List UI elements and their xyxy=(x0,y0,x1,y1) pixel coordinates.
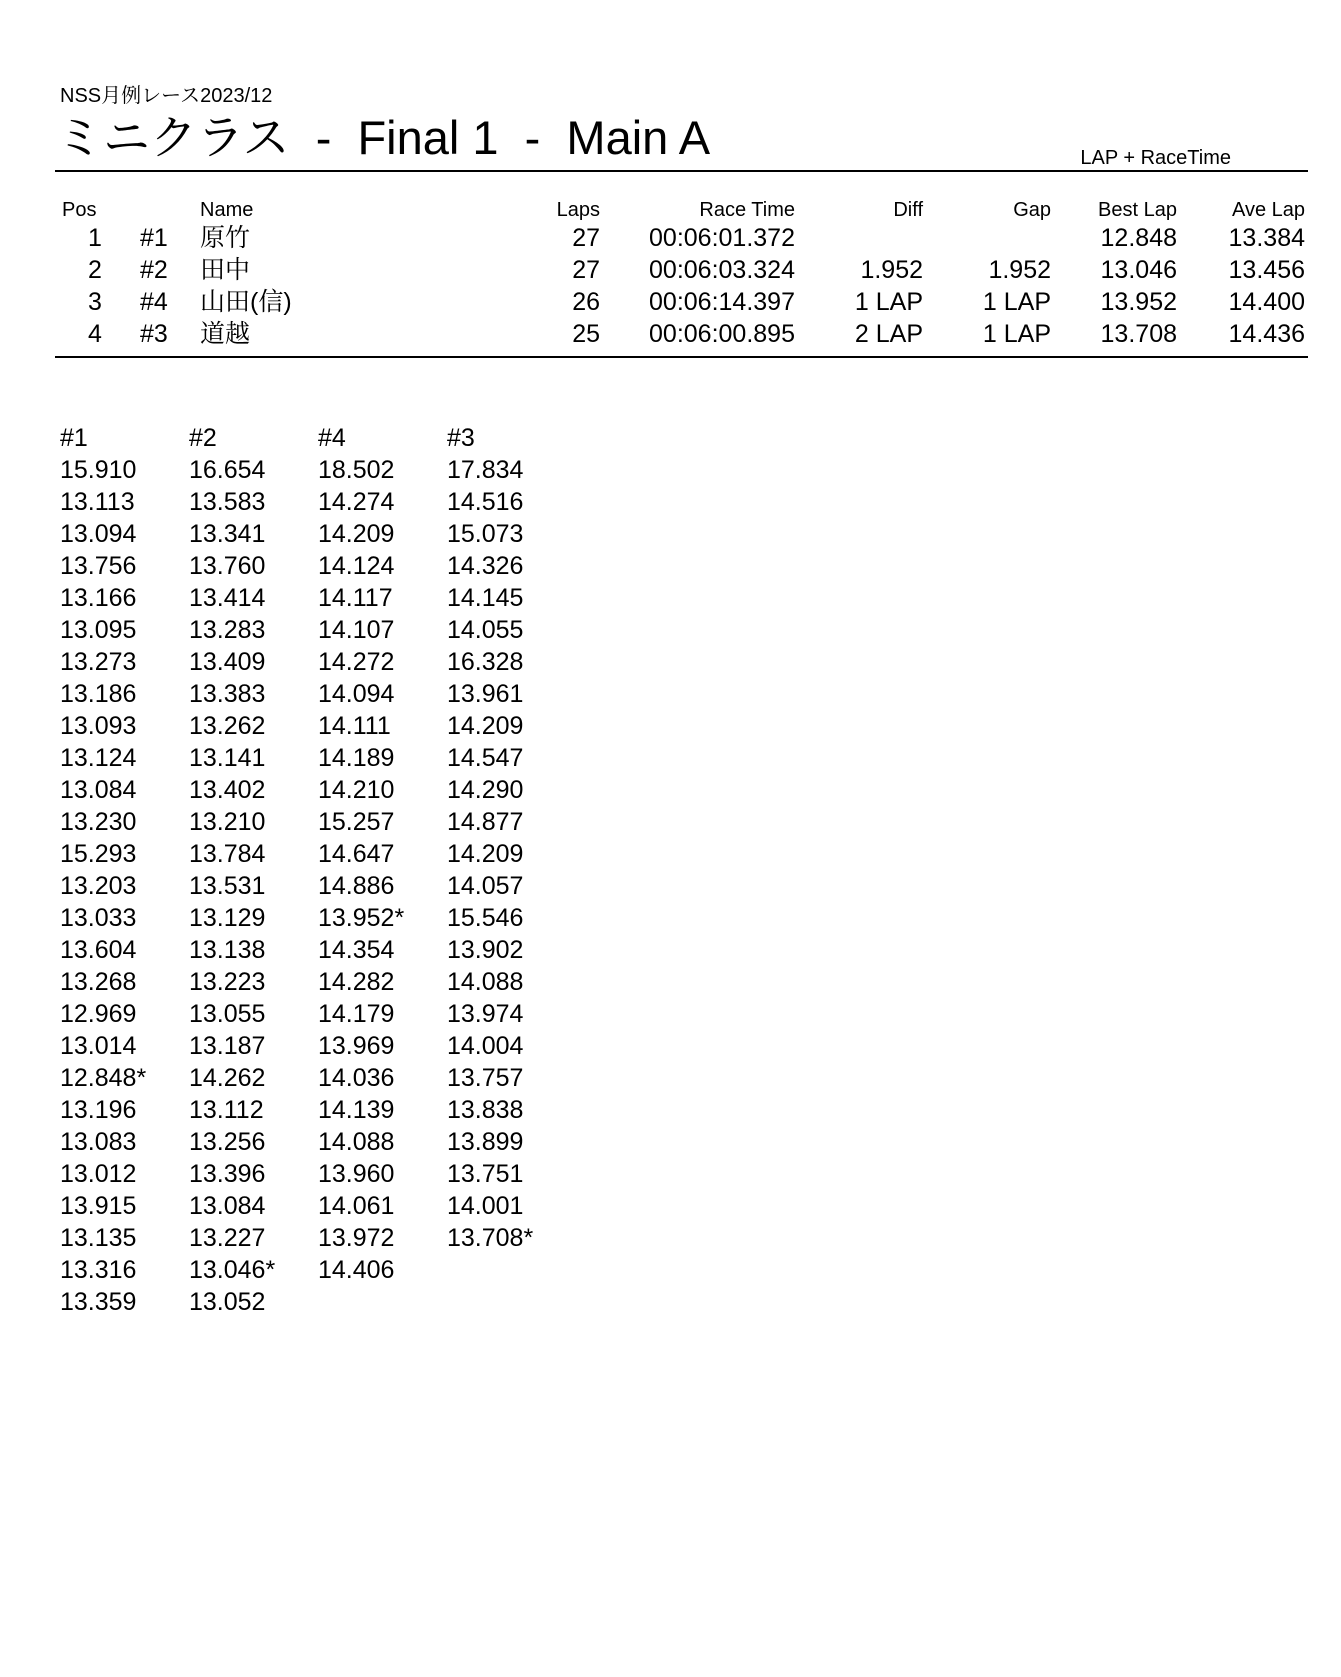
lap-time: 14.055 xyxy=(447,616,524,644)
lap-time: 14.209 xyxy=(447,840,524,868)
lap-time: 13.129 xyxy=(189,904,266,932)
gap-cell: 1.952 xyxy=(988,256,1051,284)
lap-time: 13.972 xyxy=(318,1224,395,1252)
race-time-cell: 00:06:00.895 xyxy=(649,320,795,348)
ave-lap-cell: 13.384 xyxy=(1228,224,1305,252)
laps-cell: 27 xyxy=(572,224,600,252)
lap-time: 14.547 xyxy=(447,744,524,772)
ave-lap-cell: 14.400 xyxy=(1228,288,1305,316)
lap-time: 15.910 xyxy=(60,456,137,484)
lap-time: 13.760 xyxy=(189,552,266,580)
lap-time: 14.179 xyxy=(318,1000,395,1028)
lap-time: 14.406 xyxy=(318,1256,395,1284)
lap-time: 13.757 xyxy=(447,1064,524,1092)
lap-time: 13.268 xyxy=(60,968,137,996)
lap-time: 13.969 xyxy=(318,1032,395,1060)
laps-cell: 26 xyxy=(572,288,600,316)
lap-time: 15.546 xyxy=(447,904,524,932)
position-cell: 4 xyxy=(88,320,102,348)
lap-time: 13.961 xyxy=(447,680,524,708)
lap-times-table xyxy=(60,422,576,1318)
lap-time: 14.209 xyxy=(447,712,524,740)
lap-time: 13.052 xyxy=(189,1288,266,1316)
lap-time: 13.210 xyxy=(189,808,266,836)
header-pos: Pos xyxy=(62,199,97,221)
lap-time: 14.262 xyxy=(189,1064,266,1092)
lap-time: 14.209 xyxy=(318,520,395,548)
lap-time: 13.187 xyxy=(189,1032,266,1060)
lap-time: 16.654 xyxy=(189,456,266,484)
lap-time: 13.135 xyxy=(60,1224,137,1252)
best-lap-cell: 13.952 xyxy=(1100,288,1177,316)
lap-time: 13.124 xyxy=(60,744,137,772)
lap-time: 13.402 xyxy=(189,776,266,804)
lap-time: 13.113 xyxy=(60,488,135,516)
best-lap-cell: 13.708 xyxy=(1100,320,1177,348)
lap-time: 14.111 xyxy=(318,712,391,740)
race-time-cell: 00:06:03.324 xyxy=(649,256,795,284)
position-cell: 3 xyxy=(88,288,102,316)
lap-time: 13.273 xyxy=(60,648,137,676)
lap-time: 17.834 xyxy=(447,456,524,484)
position-cell: 2 xyxy=(88,256,102,284)
lap-time: 13.784 xyxy=(189,840,266,868)
lap-time: 13.046* xyxy=(189,1256,276,1284)
lap-time: 14.088 xyxy=(318,1128,395,1156)
lap-time: 14.647 xyxy=(318,840,395,868)
ave-lap-cell: 13.456 xyxy=(1228,256,1305,284)
lap-time: 13.094 xyxy=(60,520,137,548)
lap-time: 14.145 xyxy=(447,584,524,612)
lap-time: 14.117 xyxy=(318,584,393,612)
lap-time: 13.838 xyxy=(447,1096,524,1124)
ave-lap-cell: 14.436 xyxy=(1228,320,1305,348)
lap-time: 15.073 xyxy=(447,520,524,548)
lap-time: 13.283 xyxy=(189,616,266,644)
lap-time: 13.033 xyxy=(60,904,137,932)
lap-time: 14.326 xyxy=(447,552,524,580)
position-cell: 1 xyxy=(88,224,102,252)
lap-time: 13.186 xyxy=(60,680,137,708)
lap-time: 13.960 xyxy=(318,1160,395,1188)
driver-name-cell: 道越 xyxy=(200,320,251,348)
lap-time: 14.189 xyxy=(318,744,395,772)
lap-time: 13.756 xyxy=(60,552,137,580)
lap-time: 14.282 xyxy=(318,968,395,996)
diff-cell: 2 LAP xyxy=(854,320,923,348)
lap-time: 13.083 xyxy=(60,1128,137,1156)
results-table xyxy=(0,198,1341,350)
lap-time: 14.886 xyxy=(318,872,395,900)
lap-time: 14.516 xyxy=(447,488,524,516)
lap-time: 13.359 xyxy=(60,1288,137,1316)
lap-time: 12.848* xyxy=(60,1064,147,1092)
lap-time: 13.093 xyxy=(60,712,137,740)
lap-time: 14.290 xyxy=(447,776,524,804)
lap-time: 13.604 xyxy=(60,936,137,964)
lap-time: 16.328 xyxy=(447,648,524,676)
lap-time: 13.902 xyxy=(447,936,524,964)
lap-time: 13.084 xyxy=(60,776,137,804)
diff-cell: 1 LAP xyxy=(854,288,923,316)
lap-time: 13.974 xyxy=(447,1000,524,1028)
results-header-row xyxy=(0,198,1341,222)
lap-time: 15.293 xyxy=(60,840,137,868)
lap-time: 14.094 xyxy=(318,680,395,708)
header-gap: Gap xyxy=(1013,199,1051,221)
best-lap-cell: 12.848 xyxy=(1100,224,1177,252)
result-row xyxy=(0,286,1341,318)
lap-time: 14.107 xyxy=(318,616,395,644)
lap-time: 13.414 xyxy=(189,584,266,612)
lap-time: 13.341 xyxy=(189,520,266,548)
lap-time: 14.274 xyxy=(318,488,395,516)
lap-time: 13.751 xyxy=(447,1160,524,1188)
lap-time: 15.257 xyxy=(318,808,395,836)
lap-time: 13.223 xyxy=(189,968,266,996)
header-ave-lap: Ave Lap xyxy=(1231,199,1305,221)
lap-time: 13.138 xyxy=(189,936,266,964)
lap-time: 13.166 xyxy=(60,584,137,612)
lap-time: 14.124 xyxy=(318,552,395,580)
lap-time: 13.256 xyxy=(189,1128,266,1156)
header-best-lap: Best Lap xyxy=(1098,199,1177,221)
result-row xyxy=(0,254,1341,286)
lap-time: 13.196 xyxy=(60,1096,137,1124)
lap-time: 14.036 xyxy=(318,1064,395,1092)
lap-time: 13.262 xyxy=(189,712,266,740)
lap-time: 12.969 xyxy=(60,1000,137,1028)
header-diff: Diff xyxy=(893,199,923,221)
lap-time: 13.316 xyxy=(60,1256,137,1284)
driver-name-cell: 原竹 xyxy=(200,224,251,252)
report-type-label: LAP + RaceTime xyxy=(1080,147,1231,169)
result-row xyxy=(0,222,1341,254)
race-time-cell: 00:06:01.372 xyxy=(649,224,795,252)
lap-time: 13.084 xyxy=(189,1192,266,1220)
car-number-cell: #4 xyxy=(140,288,168,316)
lap-time: 14.139 xyxy=(318,1096,395,1124)
lap-column-header: #3 xyxy=(447,424,475,452)
lap-column-header: #4 xyxy=(318,424,346,452)
lap-time: 14.272 xyxy=(318,648,395,676)
lap-time: 13.055 xyxy=(189,1000,266,1028)
lap-time: 13.227 xyxy=(189,1224,266,1252)
lap-column-header: #1 xyxy=(60,424,88,452)
diff-cell: 1.952 xyxy=(860,256,923,284)
lap-time: 14.354 xyxy=(318,936,395,964)
lap-time: 13.396 xyxy=(189,1160,266,1188)
laps-cell: 25 xyxy=(572,320,600,348)
lap-column xyxy=(318,422,447,1318)
lap-time: 13.708* xyxy=(447,1224,534,1252)
gap-cell: 1 LAP xyxy=(982,320,1051,348)
lap-time: 13.531 xyxy=(189,872,266,900)
race-time-cell: 00:06:14.397 xyxy=(649,288,795,316)
lap-column-header: #2 xyxy=(189,424,217,452)
lap-time: 14.877 xyxy=(447,808,524,836)
gap-cell: 1 LAP xyxy=(982,288,1051,316)
lap-time: 13.915 xyxy=(60,1192,137,1220)
event-name: NSS月例レース2023/12 xyxy=(60,85,273,107)
lap-time: 13.203 xyxy=(60,872,137,900)
lap-time: 13.141 xyxy=(189,744,266,772)
lap-time: 13.409 xyxy=(189,648,266,676)
laps-cell: 27 xyxy=(572,256,600,284)
lap-time: 13.014 xyxy=(60,1032,137,1060)
lap-time: 13.583 xyxy=(189,488,266,516)
header-laps: Laps xyxy=(556,199,600,221)
lap-time: 13.012 xyxy=(60,1160,137,1188)
lap-time: 13.230 xyxy=(60,808,137,836)
car-number-cell: #2 xyxy=(140,256,168,284)
lap-time: 13.952* xyxy=(318,904,405,932)
result-row xyxy=(0,318,1341,350)
lap-column xyxy=(447,422,576,1318)
header-name: Name xyxy=(200,199,254,221)
driver-name-cell: 田中 xyxy=(200,256,251,284)
lap-time: 13.095 xyxy=(60,616,137,644)
results-divider xyxy=(55,356,1308,358)
lap-time: 14.210 xyxy=(318,776,395,804)
lap-time: 14.001 xyxy=(447,1192,524,1220)
header-divider xyxy=(55,170,1308,172)
car-number-cell: #3 xyxy=(140,320,168,348)
lap-column xyxy=(189,422,318,1318)
lap-time: 13.899 xyxy=(447,1128,524,1156)
lap-time: 14.004 xyxy=(447,1032,524,1060)
car-number-cell: #1 xyxy=(140,224,168,252)
header-race-time: Race Time xyxy=(699,199,795,221)
page-title: ミニクラス - Final 1 - Main A xyxy=(56,111,711,164)
lap-time: 13.383 xyxy=(189,680,266,708)
best-lap-cell: 13.046 xyxy=(1100,256,1177,284)
lap-time: 18.502 xyxy=(318,456,395,484)
lap-time: 14.088 xyxy=(447,968,524,996)
lap-time: 13.112 xyxy=(189,1096,264,1124)
driver-name-cell: 山田(信) xyxy=(200,288,292,316)
lap-column xyxy=(60,422,189,1318)
lap-time: 14.057 xyxy=(447,872,524,900)
lap-time: 14.061 xyxy=(318,1192,395,1220)
results-body xyxy=(0,222,1341,350)
